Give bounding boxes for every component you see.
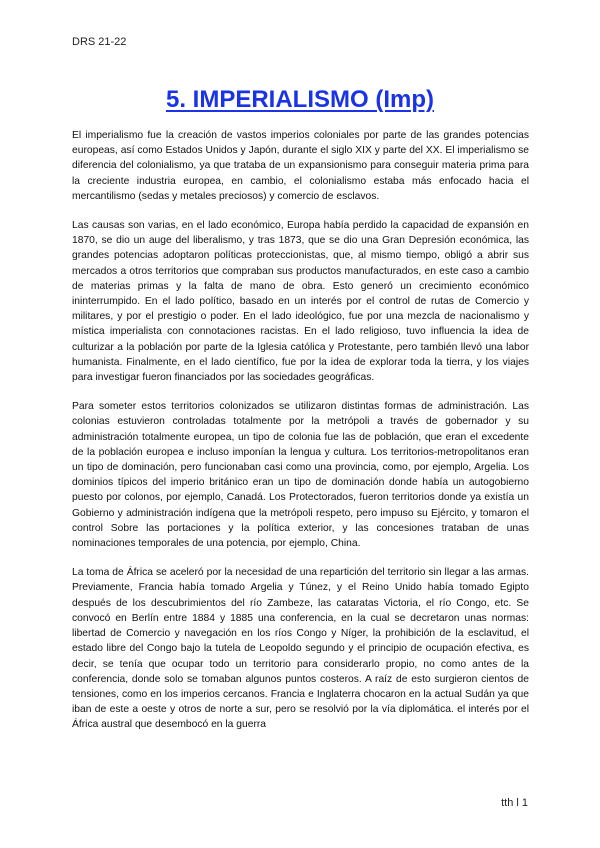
document-body [72, 128, 529, 747]
paragraph-africa: La toma de África se aceleró por la necesidad de una repartición del territorio sin llegar a las armas. Previamente, Francia había tomado Argelia y Túnez, y el Reino Unido había tomado Egipto después de los descubrimientos del río Zambeze, las cataratas Victoria, el río Congo, etc. Se convocó en Berlín entre 1884 y 1885 una conferencia, en la cual se decretaron unas normas: libertad de Comercio y navegación en los ríos Congo y Níger, la prohibición de la esclavitud, el estado libre del Congo bajo la tutela de Leopoldo segundo y el principio de ocupación efectiva, es decir, se tenía que ocupar todo un territorio para considerarlo propio, no como antes de la conferencia, donde solo se tomaban algunos puntos costeros. A raíz de esto surgieron cientos de tensiones, como en los imperios cercanos. Francia e Inglaterra chocaron en la actual Sudán ya que iban de este a oeste y otros de norte a sur, pero se resolvió por la vía diplomática. el interés por el África austral que desembocó en la guerra [72, 567, 529, 731]
document-code: DRS 21-22 [72, 36, 127, 48]
paragraph-definition: El imperialismo fue la creación de vastos imperios coloniales por parte de las grandes potencias europeas, así como Estados Unidos y Japón, durante el siglo XIX y parte del XX. El imperialismo se diferencia del colonialismo, ya que trataba de un expansionismo para conseguir materia prima para la creciente industria europea, en cambio, el colonialismo estaba más enfocado hacia el mercantilismo (sedas y metales preciosos) y comercio de esclavos. [72, 130, 529, 202]
paragraph-administration: Para someter estos territorios colonizados se utilizaron distintas formas de administración. Las colonias estuvieron controladas totalmente por la metrópoli a través de gobernador y su administración totalmente europea, un tipo de colonia fue las de población, que eran el excedente de la población europea e incluso imponían la lengua y cultura. Los territorios-metropolitanos eran un tipo de dominación, pero funcionaban casi como una provincia, como, por ejemplo, Argelia. Los dominios típicos del imperio británico eran un tipo de dominación donde había un autogobierno puesto por colonos, por ejemplo, Canadá. Los Protectorados, fueron territorios donde ya existía un Gobierno y administración indígena que la metrópoli respeto, pero impuso su Ejército, y tomaron el control Sobre las portaciones y la política exterior, y las concesiones trataban de unas nominaciones temporales de una potencia, por ejemplo, China. [72, 401, 529, 550]
paragraph-causes: Las causas son varias, en el lado económico, Europa había perdido la capacidad de expansión en 1870, se dio un auge del liberalismo, y tras 1873, que se dio una Gran Depresión económica, las grandes potencias adoptaron políticas proteccionistas, que, al mismo tiempo, obligó a abrir sus mercados a otros territorios que compraban sus productos manufacturados, en este caso a cambio de materias primas y la falta de mano de obra. Esto generó un crecimiento económico ininterrumpido. En el lado político, basado en un interés por el control de rutas de Comercio y militares, y por el prestigio o poder. En el lado ideológico, fue por una mezcla de nacionalismo y mística imperialista con connotaciones racistas. En el lado religioso, tuvo influencia la idea de culturizar a la población por parte de la Iglesia católica y Protestante, pero también llevó una labor humanista. Finalmente, en el lado científico, fue por la idea de explorar toda la tierra, y los viajes para investigar fueron financiados por las sociedades geográficas. [72, 220, 529, 384]
page-number: tth l 1 [501, 797, 528, 809]
page-title: 5. IMPERIALISMO (Imp) [165, 86, 434, 113]
